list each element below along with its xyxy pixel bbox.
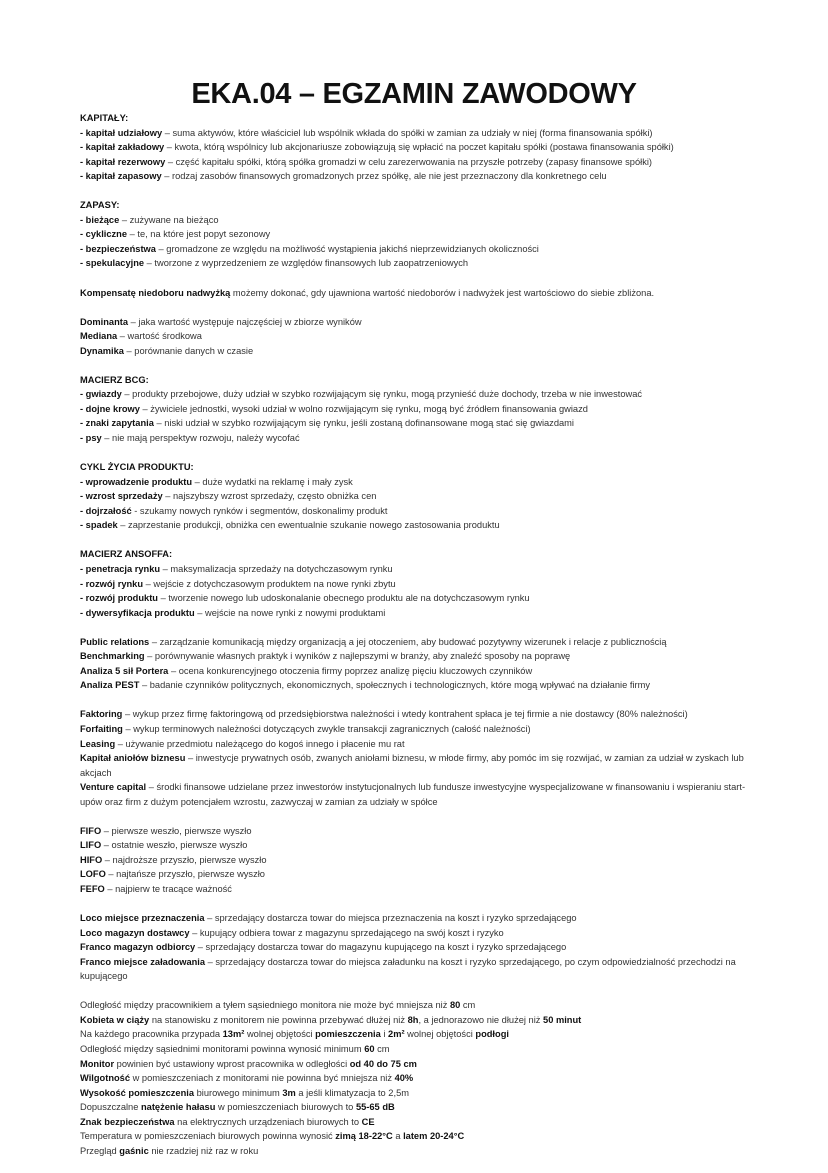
bold-term: Analiza 5 sił Portera [80, 665, 169, 676]
text-line [80, 475, 760, 490]
definition-text: w pomieszczeniach biurowych to [215, 1102, 356, 1113]
bold-term: - kapitał udziałowy [80, 127, 163, 138]
text-line [80, 518, 760, 533]
bold-term: Public relations [80, 636, 150, 647]
text-line [80, 853, 760, 868]
text-line [80, 911, 760, 926]
text-line [80, 591, 760, 606]
definition-text: Dopuszczalne [80, 1102, 141, 1113]
definition-text: – zaprzestanie produkcji, obniżka cen ewentualnie szukanie nowego zastosowania produktu [117, 520, 500, 531]
definition-text: – te, na które jest popyt sezonowy [127, 229, 271, 240]
document-body [80, 111, 760, 1173]
text-line [80, 169, 760, 184]
section-cykl-zycia [80, 460, 760, 533]
text-line [80, 1013, 760, 1028]
definition-text: a [392, 1131, 404, 1142]
definition-text: Odległość między pracownikiem a tyłem sąsiedniego monitora nie może być mniejsza niż [80, 1000, 450, 1011]
bold-term: - kapitał rezerwowy [80, 156, 166, 167]
definition-text: na elektrycznych urządzeniach biurowych to [174, 1116, 362, 1127]
bold-term: Mediana [80, 331, 118, 342]
text-line [80, 198, 760, 213]
definition-text: cm [460, 1000, 476, 1011]
text-line [80, 547, 760, 562]
definition-text: – środki finansowe udzielane przez inwestorów instytucjonalnych lub fundusze inwestycyjne wyspecjalizowane w finansowaniu i wspieraniu start-upów oraz firm z dużym potencjałem wzrostu, zazwyczaj w zamian za udziały w spółce [80, 782, 746, 807]
text-line [80, 1027, 760, 1042]
bold-term: - dywersyfikacja produktu [80, 607, 195, 618]
bold-term: - kapitał zapasowy [80, 171, 162, 182]
bold-term: - spadek [80, 520, 118, 531]
bold-term: 8h [407, 1014, 419, 1025]
definition-text: – część kapitału spółki, którą spółka gromadzi w celu zarezerwowania na przyszłe potrzeby (zapasy finansowe spółki) [165, 156, 653, 167]
text-line [80, 867, 760, 882]
bold-term: - wzrost sprzedaży [80, 491, 163, 502]
definition-text: – nie mają perspektyw rozwoju, należy wycofać [101, 433, 300, 444]
text-line [80, 751, 760, 780]
section-bhp [80, 998, 760, 1158]
bold-term: 55-65 dB [355, 1102, 395, 1113]
text-line [80, 416, 760, 431]
bold-term: - wprowadzenie produktu [80, 476, 193, 487]
section-kompensata [80, 286, 760, 301]
bold-term: - psy [80, 433, 102, 444]
definition-text: – najdroższe przyszło, pierwsze wyszło [102, 854, 267, 865]
bold-term: Kapitał aniołów biznesu [80, 753, 186, 764]
definition-text: – żywiciele jednostki, wysoki udział w wolno rozwijającym się rynku, mogą być źródłem finansowania gwiazd [139, 403, 588, 414]
text-line [80, 242, 760, 257]
bold-term: LIFO [80, 840, 102, 851]
definition-text: biurowego minimum [194, 1087, 283, 1098]
text-line [80, 955, 760, 984]
section-kapitaly [80, 111, 760, 184]
definition-text: – inwestycje prywatnych osób, zwanych aniołami biznesu, w młode firmy, aby pomóc im się rozwijać, w zamian za udział w zyskach lub akcjach [80, 753, 744, 778]
text-line [80, 373, 760, 388]
section-statystyka [80, 315, 760, 359]
bold-term: Loco magazyn dostawcy [80, 927, 190, 938]
text-line [80, 140, 760, 155]
text-line [80, 1071, 760, 1086]
definition-text: – wykup terminowych należności dotyczących zwykle transakcji zagranicznych (całość należności) [122, 723, 531, 734]
definition-text: w pomieszczeniach z monitorami nie powinna być mniejsza niż [130, 1073, 395, 1084]
bold-term: Benchmarking [80, 651, 145, 662]
text-line [80, 635, 760, 650]
text-line [80, 1042, 760, 1057]
definition-text: – produkty przebojowe, duży udział w szybko rozwijającym się rynku, mogą przynieść duże dochody, trzeba w nie inwestować [121, 389, 643, 400]
bold-term: MACIERZ BCG: [80, 374, 149, 385]
bold-term: Forfaiting [80, 723, 123, 734]
text-line [80, 111, 760, 126]
bold-term: - penetracja rynku [80, 563, 161, 574]
bold-term: - rozwój produktu [80, 593, 158, 604]
text-line [80, 838, 760, 853]
bold-term: FIFO [80, 825, 102, 836]
text-line [80, 286, 760, 301]
bold-term: Znak bezpieczeństwa [80, 1116, 175, 1127]
definition-text: na stanowisku z monitorem nie powinna przebywać dłużej niż [149, 1014, 408, 1025]
bold-term: 80 [449, 1000, 461, 1011]
text-line [80, 1115, 760, 1130]
bold-term: - bezpieczeństwa [80, 243, 156, 254]
definition-text: wolnej objętości [244, 1029, 316, 1040]
text-line [80, 126, 760, 141]
definition-text: – sprzedający dostarcza towar do magazynu kupującego na koszt i ryzyko sprzedającego [195, 942, 567, 953]
bold-term: FEFO [80, 883, 105, 894]
text-line [80, 926, 760, 941]
bold-term: - dojne krowy [80, 403, 140, 414]
text-line [80, 155, 760, 170]
definition-text: – sprzedający dostarcza towar do miejsca przeznaczenia na koszt i ryzyko sprzedającego [204, 913, 577, 924]
text-line [80, 882, 760, 897]
definition-text: – najpierw te tracące ważność [104, 883, 232, 894]
bold-term: HIFO [80, 854, 103, 865]
bold-term: od 40 do 75 cm [349, 1058, 417, 1069]
definition-text: – zużywane na bieżąco [119, 214, 219, 225]
bold-term: - dojrzałość [80, 505, 132, 516]
bold-term: CE [361, 1116, 375, 1127]
text-line [80, 998, 760, 1013]
text-line [80, 1057, 760, 1072]
text-line [80, 562, 760, 577]
definition-text: – porównanie danych w czasie [123, 345, 254, 356]
definition-text: – zarządzanie komunikacją między organizacją a jej otoczeniem, aby budować pozytywny wizerunek i relacje z publicznością [149, 636, 667, 647]
definition-text: – badanie czynników politycznych, ekonomicznych, społecznych i technologicznych, które mogą wpływać na działanie firmy [139, 680, 650, 691]
bold-term: pomieszczenia [315, 1029, 381, 1040]
definition-text: – pierwsze weszło, pierwsze wyszło [101, 825, 252, 836]
text-line [80, 504, 760, 519]
text-line [80, 824, 760, 839]
text-line [80, 1100, 760, 1115]
bold-term: KAPITAŁY: [80, 113, 129, 123]
definition-text: – wejście z dotychczasowym produktem na nowe rynki zbytu [143, 578, 396, 589]
bold-term: Venture capital [80, 782, 147, 793]
bold-term: Franco magazyn odbiorcy [80, 942, 196, 953]
bold-term: podłogi [475, 1029, 509, 1040]
text-line [80, 1144, 760, 1159]
bold-term: ZAPASY: [80, 200, 120, 211]
definition-text: – duże wydatki na reklamę i mały zysk [192, 476, 353, 487]
definition-text: Przegląd [80, 1145, 120, 1156]
text-line [80, 489, 760, 504]
bold-term: Kobieta w ciąży [80, 1014, 150, 1025]
definition-text: – ostatnie weszło, pierwsze wyszło [101, 840, 248, 851]
definition-text: – niski udział w szybko rozwijającym się rynku, jeśli zostaną dofinansowane mogą stać się gwiazdami [153, 418, 574, 429]
text-line [80, 431, 760, 446]
text-line [80, 722, 760, 737]
bold-term: Wysokość pomieszczenia [80, 1087, 195, 1098]
bold-term: Leasing [80, 738, 116, 749]
section-macierz-ansoffa [80, 547, 760, 620]
bold-term: Loco miejsce przeznaczenia [80, 913, 205, 924]
text-line [80, 227, 760, 242]
definition-text: i [380, 1029, 389, 1040]
bold-term: CYKL ŻYCIA PRODUKTU: [80, 462, 194, 473]
definition-text: a jeśli klimatyzacja to 2,5m [295, 1087, 409, 1098]
text-line [80, 707, 760, 722]
text-line [80, 737, 760, 752]
text-line [80, 315, 760, 330]
bold-term: - kapitał zakładowy [80, 142, 165, 153]
bold-term: - rozwój rynku [80, 578, 144, 589]
bold-term: MACIERZ ANSOFFA: [80, 549, 173, 560]
definition-text: – jaka wartość występuje najczęściej w zbiorze wyników [128, 316, 362, 327]
bold-term: gaśnic [119, 1145, 149, 1156]
bold-term: zimą 18-22°C [335, 1131, 393, 1142]
section-finansowanie [80, 707, 760, 809]
text-line [80, 649, 760, 664]
page-title: EKA.04 – EGZAMIN ZAWODOWY [191, 78, 637, 110]
definition-text: – najtańsze przyszło, pierwsze wyszło [105, 869, 265, 880]
bold-term: - znaki zapytania [80, 418, 154, 429]
text-line [80, 940, 760, 955]
definition-text: – porównywanie własnych praktyk i wyników z najlepszymi w branży, aby znaleźć sposoby na poprawę [144, 651, 571, 662]
section-analizy [80, 635, 760, 693]
definition-text: – sprzedający dostarcza towar do miejsca załadunku na koszt i ryzyko sprzedającego, po czym odpowiedzialność przechodzi na kupującego [80, 956, 736, 982]
definition-text: Odległość między sąsiednimi monitorami powinna wynosić minimum [80, 1044, 365, 1054]
bold-term: - cykliczne [80, 229, 128, 240]
text-line [80, 606, 760, 621]
text-line [80, 577, 760, 592]
definition-text: – wartość środkowa [117, 331, 202, 342]
bold-term: 2m² [388, 1029, 405, 1040]
definition-text: - szukamy nowych rynków i segmentów, doskonalimy produkt [131, 505, 388, 516]
bold-term: Wilgotność [80, 1073, 131, 1084]
bold-term: Dominanta [80, 316, 129, 327]
definition-text: wolnej objętości [404, 1029, 476, 1040]
definition-text: – rodzaj zasobów finansowych gromadzonych przez spółkę, ale nie jest przeznaczony dla konkretnego celu [161, 171, 607, 182]
definition-text: możemy dokonać, gdy ujawniona wartość niedoborów i nadwyżek jest wartościowo do siebie zbliżona. [230, 287, 655, 298]
bold-term: 3m [282, 1087, 296, 1098]
bold-term: natężenie hałasu [140, 1102, 216, 1113]
bold-term: latem 20-24°C [403, 1131, 465, 1142]
bold-term: 60 [364, 1044, 375, 1054]
definition-text: – kupujący odbiera towar z magazynu sprzedającego na swój koszt i ryzyko [189, 927, 504, 938]
bold-term: 50 minut [543, 1014, 582, 1025]
bold-term: 13m² [222, 1029, 245, 1040]
text-line [80, 344, 760, 359]
bold-term: - gwiazdy [80, 389, 122, 400]
text-line [80, 664, 760, 679]
section-zapasy [80, 198, 760, 271]
definition-text: – tworzenie nowego lub udoskonalanie obecnego produktu ale na dotychczasowym rynku [157, 593, 530, 604]
bold-term: Faktoring [80, 709, 123, 720]
bold-term: Dynamika [80, 345, 124, 356]
text-line [80, 402, 760, 417]
definition-text: – ocena konkurencyjnego otoczenia firmy poprzez analizę pięciu kluczowych czynników [168, 665, 533, 676]
definition-text: powinien być ustawiony wprost pracownika w odległości [114, 1058, 350, 1069]
definition-text: Na każdego pracownika przypada [80, 1029, 223, 1040]
bold-term: LOFO [80, 869, 106, 880]
bold-term: Monitor [80, 1058, 115, 1069]
section-metody-magazynowe [80, 824, 760, 897]
text-line [80, 780, 760, 809]
bold-term: 40% [394, 1073, 414, 1084]
text-line [80, 256, 760, 271]
definition-text: – wykup przez firmę faktoringową od przedsiębiorstwa należności i wtedy kontrahent spłaca je tej firmie a nie dostawcy (80% należności) [122, 709, 688, 720]
bold-term: - spekulacyjne [80, 258, 145, 269]
definition-text: – wejście na nowe rynki z nowymi produktami [194, 607, 386, 618]
text-line [80, 213, 760, 228]
bold-term: - bieżące [80, 214, 120, 225]
text-line [80, 387, 760, 402]
definition-text: – gromadzone ze względu na możliwość wystąpienia jakichś nieprzewidzianych okoliczności [155, 243, 539, 254]
definition-text: – tworzone z wyprzedzeniem ze względów finansowych lub zaopatrzeniowych [144, 258, 469, 269]
definition-text: nie rzadziej niż raz w roku [148, 1145, 259, 1156]
section-formuly-dostawy [80, 911, 760, 984]
definition-text: – używanie przedmiotu należącego do kogoś innego i płacenie mu rat [115, 738, 405, 749]
definition-text: – maksymalizacja sprzedaży na dotychczasowym rynku [160, 563, 393, 574]
bold-term: Franco miejsce załadowania [80, 956, 206, 967]
text-line [80, 1129, 760, 1144]
bold-term: Kompensatę niedoboru nadwyżką [80, 287, 231, 298]
text-line [80, 460, 760, 475]
definition-text: – suma aktywów, które właściciel lub wspólnik wkłada do spółki w zamian za udziały w niej (forma finansowania spółki) [162, 127, 653, 138]
section-macierz-bcg [80, 373, 760, 446]
definition-text: – kwota, którą wspólnicy lub akcjonariusze zobowiązują się wpłacić na poczet kapitału spółki (postawa finansowania spółki) [164, 142, 674, 153]
bold-term: Analiza PEST [80, 680, 140, 691]
definition-text: Temperatura w pomieszczeniach biurowych powinna wynosić [80, 1131, 336, 1142]
definition-text: – najszybszy wzrost sprzedaży, często obniżka cen [162, 491, 377, 502]
definition-text: , a jednorazowo nie dłużej niż [418, 1014, 544, 1025]
text-line [80, 1086, 760, 1101]
definition-text: cm [374, 1044, 390, 1054]
text-line [80, 678, 760, 693]
text-line [80, 329, 760, 344]
